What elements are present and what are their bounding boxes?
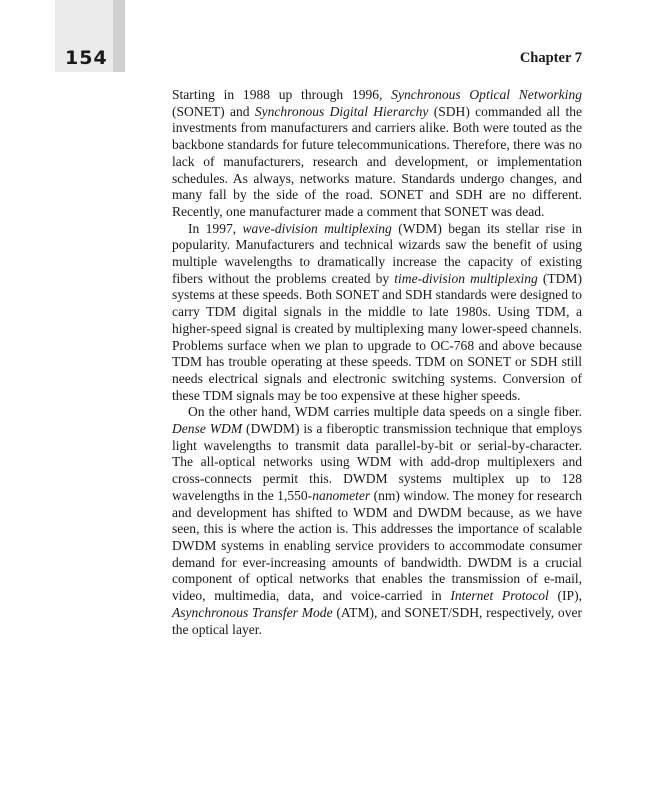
italic-term: wave-division multiplexing — [242, 220, 392, 236]
text-run: (SONET) and — [172, 103, 255, 119]
text-run: (nm) window. The money for research and development has shifted to WDM and DWDM because, as we have seen, this is where the action is. This addresses the importance of scalable DWDM systems in enabling service providers to accommodate consumer demand for ever-increasing amounts of bandwidth. DWDM is a crucial component of optical networks that enables the transmission of e-mail, video, multimedia, data, and voice-carried in — [172, 487, 582, 604]
italic-term: Synchronous Optical Networking — [391, 87, 582, 102]
italic-term: nanometer — [312, 487, 371, 503]
italic-term: Asynchronous Transfer Mode — [172, 604, 333, 620]
page-number-tab-edge — [113, 0, 125, 72]
text-run: (ATM), and SONET/SDH, respectively, over the optical layer. — [172, 604, 582, 637]
text-run: (DWDM) is a fiberoptic transmission technique that employs light wavelengths to transmit data parallel-by-bit or serial-by-character. The all-optical networks using WDM with add-drop multiplexers and cross-connects permit this. DWDM systems multiplex up to 128 wavelengths in the 1,550- — [172, 421, 583, 503]
body-text — [172, 87, 582, 638]
text-run: (WDM) began its stellar rise in popularity. Manufacturers and technical wizards saw the benefit of using multiple wavelengths to dramatically increase the capacity of existing fibers without the problems created by — [172, 220, 582, 286]
italic-term: Internet Protocol — [450, 588, 549, 604]
italic-term: Synchronous Digital Hierarchy — [254, 103, 429, 119]
text-run: (IP), — [548, 588, 582, 604]
chapter-title: Chapter 7 — [519, 50, 582, 66]
page-number: 154 — [65, 47, 108, 69]
italic-term: Dense WDM — [172, 421, 243, 437]
italic-term: time-division multiplexing — [394, 270, 538, 286]
paragraph-3 — [172, 404, 582, 638]
text-run: (SDH) commanded all the investments from manufacturers and carriers alike. Both were touted as the backbone standards for future telecommunications. Therefore, there was no lack of manufacturers, research and development, or implementation schedules. As always, networks mature. Standards undergo changes, and many fall by the side of the road. SONET and SDH are no different. Recently, one manufacturer made a comment that SONET was dead. — [172, 103, 583, 219]
text-run: Starting in 1988 up through 1996, — [172, 87, 392, 102]
paragraph-2 — [172, 221, 582, 405]
paragraph-1 — [172, 87, 582, 221]
text-run: (TDM) systems at these speeds. Both SONET and SDH standards were designed to carry TDM digital signals in the middle to late 1980s. Using TDM, a higher-speed signal is created by multiplexing many lower-speed channels. Problems surface when we plan to upgrade to OC-768 and above because TDM has trouble operating at these speeds. TDM on SONET or SDH still needs electrical signals and electronic switching systems. Conversion of these TDM signals may be too expensive at these higher speeds. — [172, 270, 582, 403]
text-run: In 1997, — [188, 220, 243, 236]
text-run: On the other hand, WDM carries multiple data speeds on a single fiber. — [188, 404, 582, 420]
